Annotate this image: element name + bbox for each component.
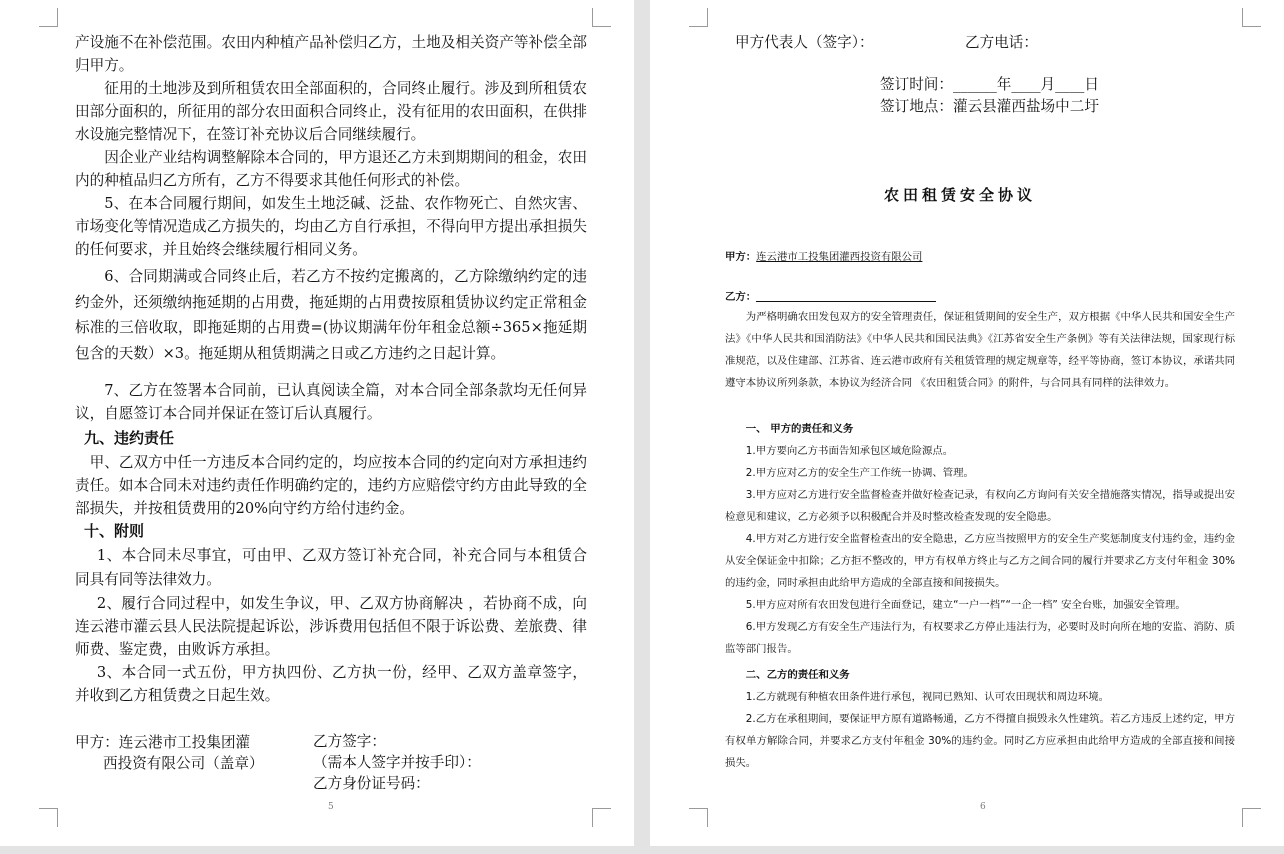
signature-party-a	[75, 731, 264, 773]
intro-paragraph: 为严格明确农田发包双方的安全管理责任，保证租赁期间的安全生产，双方根据《中华人民共和国安全生产法》《中华人民共和国消防法》《中华人民共和国民法典》《江苏省安全生产条例》等有关法律法规，国家现行标准规范，以及住建部、江苏省、连云港市政府有关租赁管理的规定规章等，经平等协商，签订本协议，承诺共同遵守本协议所列条款，本协议为经济合同 《农田租赁合同》的附件，与合同具有同样的法律效力。	[725, 311, 1235, 389]
party-b	[725, 286, 1235, 308]
sign-place: 签订地点：灌云县灌西盐场中二圩	[880, 98, 1099, 115]
signature-party-b	[313, 731, 481, 794]
section-2-items	[725, 686, 1235, 774]
sign-time: 签订时间：______年____月____日	[880, 76, 1099, 93]
corner-mark	[592, 808, 611, 827]
list-item: 4.甲方对乙方进行安全监督检查出的安全隐患，乙方应当按照甲方的安全生产奖惩制度支付违约金，违约金从安全保证金中扣除；乙方拒不整改的，甲方有权单方终止与乙方之间合同的履行并要求乙方支付年租金 30%的违约金，同时承担由此给甲方造成的全部直接和间接损失。	[725, 533, 1235, 589]
section-heading: 一、 甲方的责任和义务	[745, 423, 854, 435]
corner-mark	[689, 8, 708, 27]
list-item: 2.乙方在承租期间，要保证甲方原有道路畅通，乙方不得擅自损毁永久性建筑。若乙方违反上述约定，甲方有权单方解除合同，并要求乙方支付年租金 30%的违约金。同时乙方应承担由此给甲方造成的全部直接和间接损失。	[725, 713, 1235, 769]
corner-mark	[39, 808, 58, 827]
party-b-blank	[756, 289, 936, 302]
party-a-label: 甲方：	[725, 251, 757, 263]
paragraph: 7、乙方在签署本合同前，已认真阅读全篇，对本合同全部条款均无任何异议，自愿签订本合同并保证在签订后认真履行。	[75, 382, 587, 422]
paragraph: 3、本合同一式五份，甲方执四份、乙方执一份，经甲、乙双方盖章签字，并收到乙方租赁费之日起生效。	[75, 664, 587, 704]
list-item: 5.甲方应对所有农田发包进行全面登记，建立“一户一档”“一企一档” 安全台账，加强安全管理。	[745, 599, 1186, 611]
list-item: 3.甲方应对乙方进行安全监督检查并做好检查记录，有权向乙方询问有关安全措施落实情况，指导或提出安检意见和建议，乙方必须予以积极配合并及时整改检查发现的安全隐患。	[725, 489, 1235, 523]
paragraph: 1、本合同未尽事宜，可由甲、乙双方签订补充合同，补充合同与本租赁合同具有同等法律效力。	[75, 547, 587, 588]
list-item: 6.甲方发现乙方有安全生产违法行为，有权要求乙方停止违法行为，必要时及时向所在地的安监、消防、质监等部门报告。	[725, 621, 1235, 655]
corner-mark	[39, 8, 58, 27]
document-title: 农田租赁安全协议	[883, 186, 1036, 204]
section-heading: 十、附则	[84, 522, 145, 540]
corner-mark	[1242, 808, 1261, 827]
page-number: 6	[980, 802, 986, 812]
section-1-items	[725, 440, 1235, 660]
list-item: 2.甲方应对乙方的安全生产工作统一协调、管理。	[745, 467, 974, 479]
section-heading: 九、违约责任	[84, 429, 175, 447]
paragraph: 甲、乙双方中任一方违反本合同约定的，均应按本合同的约定向对方承担违约责任。如本合同未对违约责任作明确约定的，违约方应赔偿守约方由此导致的全部损失，并按租赁费用的20%向守约方给付违约金。	[75, 454, 587, 517]
party-b-label: 乙方：	[725, 291, 757, 303]
paragraph: 6、合同期满或合同终止后，若乙方不按约定搬离的，乙方除缴纳约定的违约金外，还须缴纳拖延期的占用费，拖延期的占用费按原租赁协议约定正常租金标准的三倍收取，即拖延期的占用费=(协议期满年份年租金总额÷365×拖延期包含的天数）×3。拖延期从租赁期满之日或乙方违约之日起计算。	[75, 268, 587, 362]
paragraph: 产设施不在补偿范围。农田内种植产品补偿归乙方，土地及相关资产等补偿全部归甲方。	[75, 34, 587, 74]
representative-signature: 甲方代表人（签字）：	[735, 34, 874, 51]
paragraph: 征用的土地涉及到所租赁农田全部面积的，合同终止履行。涉及到所租赁农田部分面积的，所征用的部分农田面积合同终止，没有征用的农田面积，在供排水设施完整情况下，在签订补充协议后合同继续履行。	[75, 80, 587, 143]
signature-line: 乙方签字：	[313, 733, 386, 750]
paragraph: 因企业产业结构调整解除本合同的，甲方退还乙方未到期期间的租金，农田内的种植品归乙方所有，乙方不得要求其他任何形式的补偿。	[75, 149, 587, 189]
page-6	[650, 0, 1284, 846]
corner-mark	[1242, 8, 1261, 27]
signature-line: （需本人签字并按手印）：	[313, 754, 481, 771]
party-b-phone: 乙方电话：	[965, 34, 1038, 51]
signature-line: 西投资有限公司（盖章）	[103, 755, 264, 772]
party-a-value: 连云港市工投集团灌西投资有限公司	[756, 251, 923, 263]
list-item: 1.乙方就现有种植农田条件进行承包，视同已熟知、认可农田现状和周边环境。	[745, 691, 1109, 703]
paragraph: 5、在本合同履行期间，如发生土地泛碱、泛盐、农作物死亡、自然灾害、市场变化等情况造成乙方损失的，均由乙方自行承担，不得向甲方提出承担损失的任何要求，并且始终会继续履行相同义务。	[75, 195, 587, 258]
party-a	[725, 246, 1235, 268]
signature-line: 乙方身份证号码：	[313, 775, 430, 792]
page-number: 5	[328, 802, 334, 812]
list-item: 1.甲方要向乙方书面告知承包区域危险源点。	[745, 445, 954, 457]
paragraph: 2、履行合同过程中，如发生争议，甲、乙双方协商解决 ，若协商不成，向连云港市灌云县人民法院提起诉讼，涉诉费用包括但不限于诉讼费、差旅费、律师费、鉴定费，由败诉方承担。	[75, 595, 587, 658]
corner-mark	[592, 8, 611, 27]
page-5	[0, 0, 634, 846]
signature-line: 甲方：连云港市工投集团灌	[75, 734, 251, 751]
section-heading: 二、乙方的责任和义务	[745, 669, 850, 681]
corner-mark	[689, 808, 708, 827]
